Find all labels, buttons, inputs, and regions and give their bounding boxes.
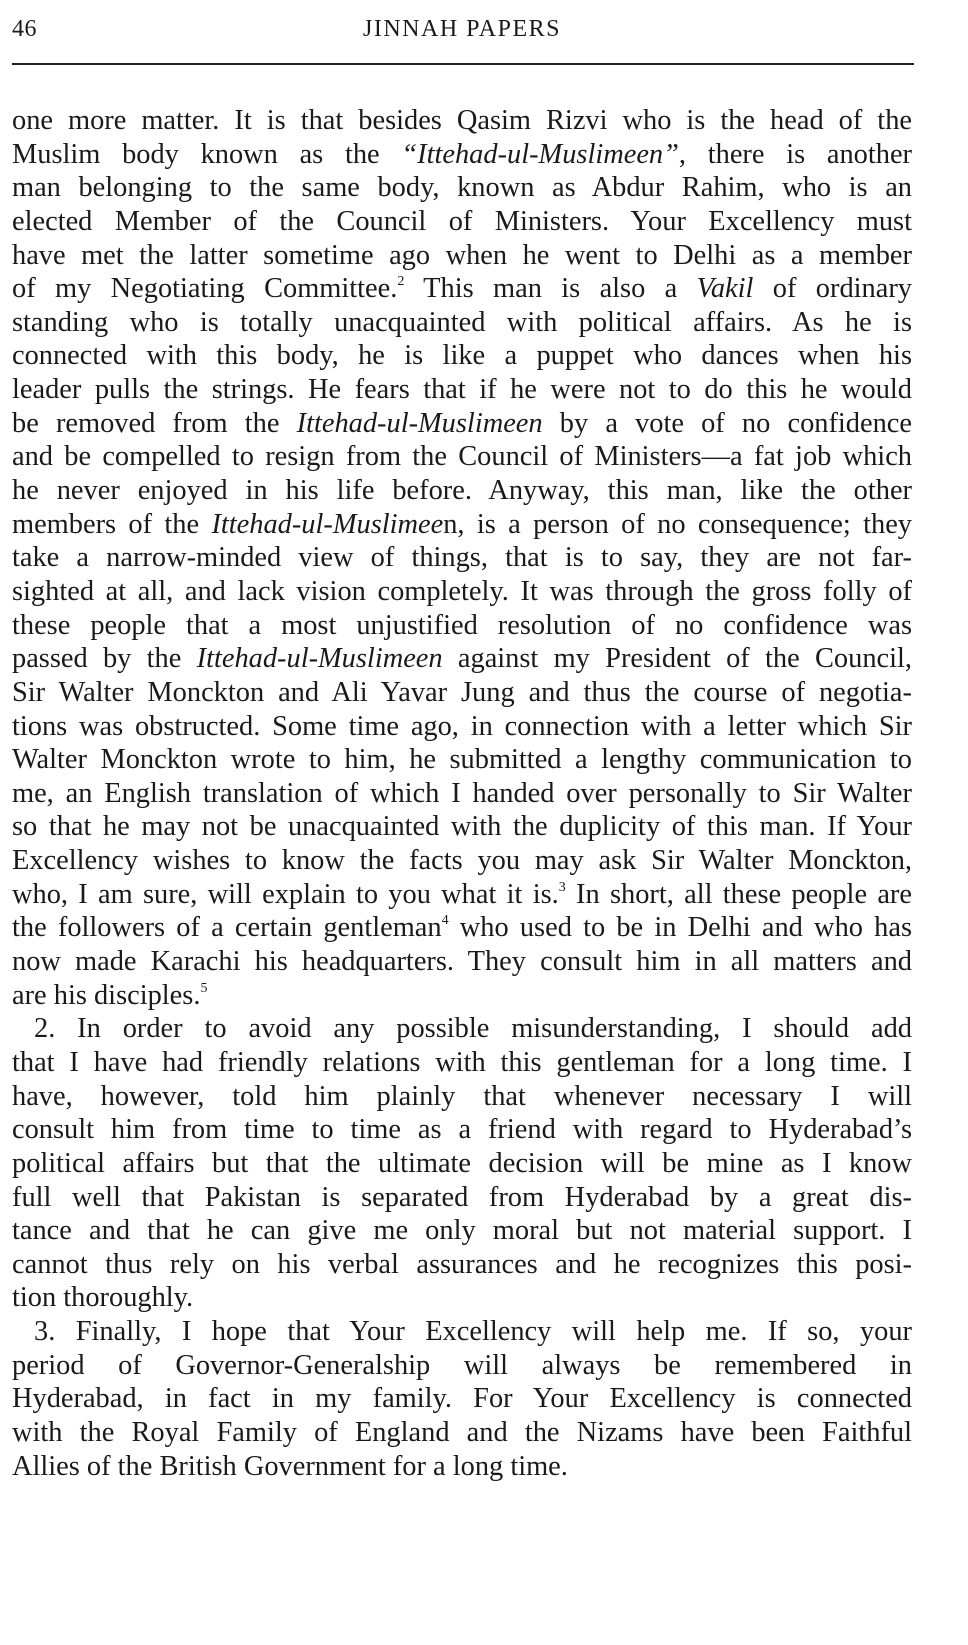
text-line <box>12 810 912 844</box>
text-line <box>12 1113 912 1147</box>
text-line <box>12 306 912 340</box>
text-line <box>12 508 912 542</box>
italic-text: Vakil <box>696 273 754 305</box>
text-run: 3. Finally, I hope that Your Excellency will help me. If so, your <box>34 1316 912 1348</box>
text-line <box>12 911 912 945</box>
text-run: with the Royal Family of England and the Nizams have been Faithful <box>12 1416 912 1448</box>
text-line <box>12 1046 912 1080</box>
text-line <box>12 272 912 306</box>
text-run: me, an English translation of which I handed over personally to Sir Walter <box>12 777 912 809</box>
text-run: members of the <box>12 508 212 540</box>
text-run: against my President of the Council, <box>442 643 912 675</box>
text-run: the followers of a certain gentleman <box>12 912 442 944</box>
text-run: tance and that he can give me only moral but not material support. I <box>12 1215 912 1247</box>
text-line <box>12 1248 912 1282</box>
text-line <box>12 407 912 441</box>
text-line <box>12 777 912 811</box>
text-line <box>12 575 912 609</box>
text-line <box>12 642 912 676</box>
text-run: who, I am sure, will explain to you what it is. <box>12 878 559 910</box>
text-run: that I have had friendly relations with this gentleman for a long time. I <box>12 1046 912 1078</box>
text-run: so that he may not be unacquainted with the duplicity of this man. If Your <box>12 811 912 843</box>
text-run: 2. In order to avoid any possible misunderstanding, I should add <box>34 1013 912 1045</box>
text-line <box>12 541 912 575</box>
text-run: take a narrow-minded view of things, that is to say, they are not far- <box>12 542 912 574</box>
footnote-marker: 5 <box>200 980 208 996</box>
text-run: who used to be in Delhi and who has <box>448 912 912 944</box>
text-run: these people that a most unjustified resolution of no confidence was <box>12 609 912 641</box>
text-run: cannot thus rely on his verbal assurances and he recognizes this posi- <box>12 1248 912 1280</box>
header-rule <box>12 63 914 65</box>
footnote-marker: 3 <box>558 879 566 895</box>
text-line <box>12 676 912 710</box>
text-run: elected Member of the Council of Ministers. Your Excellency must <box>12 205 912 237</box>
text-run: be removed from the <box>12 407 297 439</box>
text-run: of my Negotiating Committee. <box>12 273 398 305</box>
text-line <box>12 609 912 643</box>
text-line <box>12 1281 912 1315</box>
text-run: man belonging to the same body, known as Abdur Rahim, who is an <box>12 172 912 204</box>
italic-text: “Ittehad-ul-Muslimeen” <box>401 138 679 170</box>
text-run: n, is a person of no consequence; they <box>443 508 912 540</box>
text-line <box>12 138 912 172</box>
text-line <box>12 1315 912 1349</box>
page-header <box>12 12 912 52</box>
text-run: Muslim body known as the <box>12 138 402 170</box>
footnote-marker: 4 <box>441 913 449 929</box>
text-line <box>12 1181 912 1215</box>
text-line <box>12 844 912 878</box>
text-run: passed by the <box>12 643 197 675</box>
text-line <box>12 1416 912 1450</box>
italic-text: Ittehad-ul-Muslimee <box>211 508 444 540</box>
text-line <box>12 339 912 373</box>
text-run: Allies of the British Government for a long time. <box>12 1450 568 1482</box>
text-line <box>12 1080 912 1114</box>
body-text <box>12 104 912 1483</box>
text-line <box>12 1382 912 1416</box>
text-run: Sir Walter Monckton and Ali Yavar Jung and thus the course of negotia- <box>12 676 912 708</box>
text-line <box>12 1012 912 1046</box>
text-line <box>12 205 912 239</box>
text-line <box>12 171 912 205</box>
italic-text: Ittehad-ul-Muslimeen <box>196 643 443 675</box>
text-run: are his disciples. <box>12 979 201 1011</box>
text-run: have met the latter sometime ago when he went to Delhi as a member <box>12 239 912 271</box>
text-run: tion thoroughly. <box>12 1282 194 1314</box>
text-run: Excellency wishes to know the facts you may ask Sir Walter Monckton, <box>12 845 912 877</box>
text-run: he never enjoyed in his life before. Anyway, this man, like the other <box>12 475 912 507</box>
text-run: Hyderabad, in fact in my family. For Your Excellency is connected <box>12 1383 912 1415</box>
text-line <box>12 474 912 508</box>
italic-text: Ittehad-ul-Muslimeen <box>296 407 543 439</box>
text-line <box>12 979 912 1013</box>
text-line <box>12 743 912 777</box>
text-run: connected with this body, he is like a puppet who dances when his <box>12 340 912 372</box>
text-run: and be compelled to resign from the Council of Ministers—a fat job which <box>12 441 912 473</box>
text-line <box>12 710 912 744</box>
text-run: Walter Monckton wrote to him, he submitted a lengthy communication to <box>12 744 912 776</box>
text-line <box>12 1349 912 1383</box>
text-run: have, however, told him plainly that whenever necessary I will <box>12 1080 912 1112</box>
text-run: consult him from time to time as a friend with regard to Hyderabad’s <box>12 1114 912 1146</box>
text-line <box>12 104 912 138</box>
footnote-marker: 2 <box>397 274 405 290</box>
text-run: This man is also a <box>404 273 697 305</box>
text-line <box>12 440 912 474</box>
text-line <box>12 1450 912 1484</box>
text-run: sighted at all, and lack vision completely. It was through the gross folly of <box>12 575 912 607</box>
text-run: period of Governor-Generalship will always be remembered in <box>12 1349 912 1381</box>
text-run: , there is another <box>678 138 912 170</box>
text-run: full well that Pakistan is separated from Hyderabad by a great dis- <box>12 1181 912 1213</box>
text-run: now made Karachi his headquarters. They consult him in all matters and <box>12 946 912 978</box>
text-run: political affairs but that the ultimate decision will be mine as I know <box>12 1147 912 1179</box>
text-line <box>12 1147 912 1181</box>
text-run: standing who is totally unacquainted with political affairs. As he is <box>12 306 912 338</box>
running-title: JINNAH PAPERS <box>363 16 561 42</box>
text-run: leader pulls the strings. He fears that if he were not to do this he would <box>12 374 912 406</box>
text-line <box>12 878 912 912</box>
text-run: one more matter. It is that besides Qasim Rizvi who is the head of the <box>12 105 912 136</box>
text-run: of ordinary <box>753 273 912 305</box>
page-number: 46 <box>12 16 37 42</box>
text-line <box>12 239 912 273</box>
text-line <box>12 373 912 407</box>
text-line <box>12 945 912 979</box>
text-run: In short, all these people are <box>565 878 912 910</box>
text-line <box>12 1214 912 1248</box>
text-run: by a vote of no confidence <box>542 407 912 439</box>
text-run: tions was obstructed. Some time ago, in connection with a letter which Sir <box>12 710 912 742</box>
